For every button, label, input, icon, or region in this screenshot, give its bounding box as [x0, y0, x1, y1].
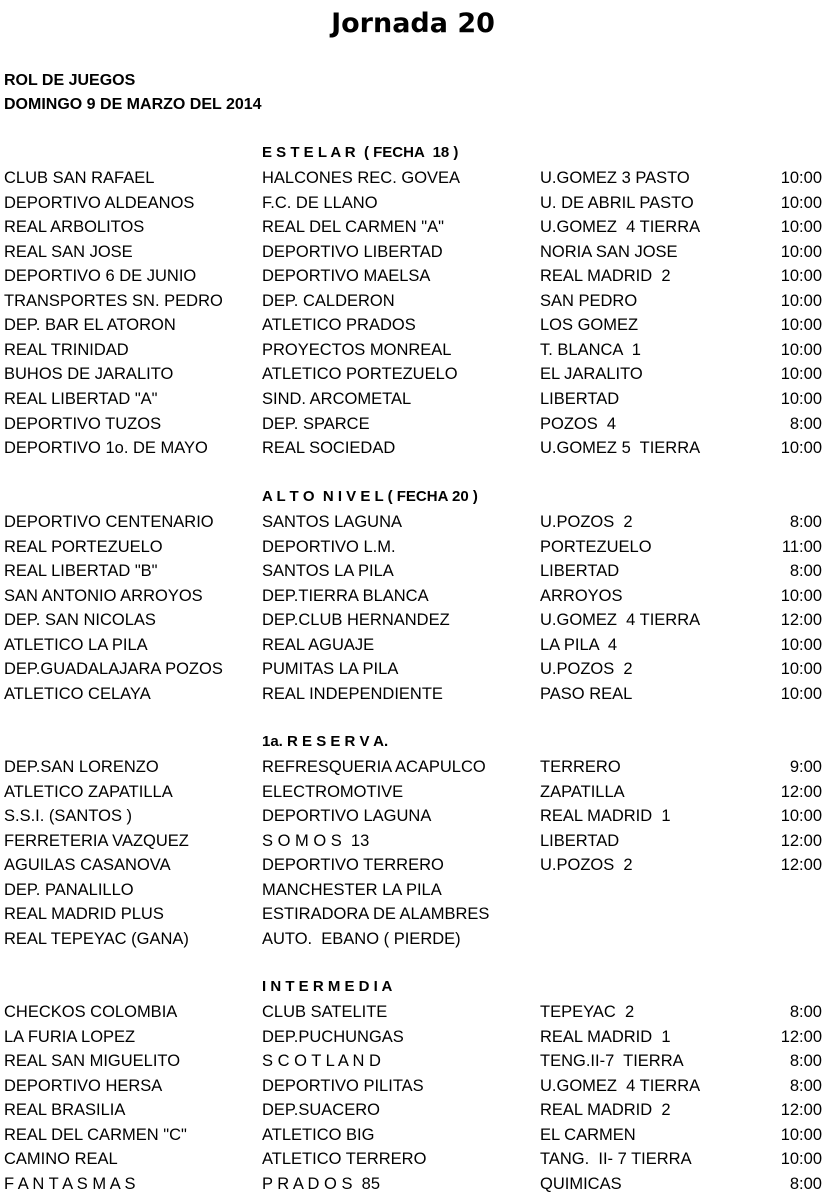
venue: REAL MADRID 2	[540, 1101, 671, 1120]
section-title: I N T E R M E D I A	[262, 978, 393, 995]
home-team: REAL DEL CARMEN "C"	[4, 1125, 187, 1144]
home-team: CHECKOS COLOMBIA	[4, 1003, 178, 1021]
kickoff-time: 8:00	[789, 414, 822, 433]
venue: T. BLANCA 1	[540, 340, 641, 359]
home-team: BUHOS DE JARALITO	[4, 365, 174, 384]
kickoff-time: 10:00	[780, 439, 822, 458]
away-team: ATLETICO PRADOS	[262, 316, 416, 335]
venue: LOS GOMEZ	[540, 316, 639, 335]
kickoff-time: 10:00	[780, 193, 822, 212]
venue: REAL MADRID 2	[540, 267, 671, 286]
home-team: REAL LIBERTAD "A"	[4, 389, 158, 408]
away-team: DEP.CLUB HERNANDEZ	[262, 611, 450, 630]
home-team: DEP. PANALILLO	[4, 880, 134, 899]
kickoff-time: 10:00	[780, 1125, 822, 1144]
kickoff-time: 12:00	[780, 1027, 822, 1046]
match-row	[0, 584, 826, 608]
match-row	[0, 755, 826, 779]
kickoff-time: 10:00	[780, 169, 822, 187]
away-team: REAL AGUAJE	[262, 635, 375, 654]
venue: U.POZOS 2	[540, 660, 633, 679]
kickoff-time: 10:00	[780, 635, 822, 654]
venue: U.GOMEZ 4 TIERRA	[540, 611, 701, 630]
kickoff-time: 12:00	[780, 1101, 822, 1120]
kickoff-time: 12:00	[780, 856, 822, 875]
kickoff-time: 10:00	[780, 660, 822, 679]
home-team: CAMINO REAL	[4, 1150, 118, 1169]
away-team: PUMITAS LA PILA	[262, 660, 399, 679]
venue: POZOS 4	[540, 414, 617, 433]
match-row	[0, 510, 826, 534]
kickoff-time: 8:00	[789, 562, 822, 581]
home-team: LA FURIA LOPEZ	[4, 1027, 136, 1046]
away-team: MANCHESTER LA PILA	[262, 880, 442, 899]
match-row	[0, 289, 826, 313]
home-team: REAL ARBOLITOS	[4, 218, 145, 237]
venue: NORIA SAN JOSE	[540, 242, 678, 261]
kickoff-time: 10:00	[780, 242, 822, 261]
kickoff-time: 12:00	[780, 611, 822, 630]
venue: U. DE ABRIL PASTO	[540, 193, 694, 212]
match-row	[0, 853, 826, 877]
venue: TENG.II-7 TIERRA	[540, 1052, 684, 1071]
kickoff-time: 10:00	[780, 586, 822, 605]
home-team: F A N T A S M A S	[4, 1174, 136, 1193]
away-team: ATLETICO PORTEZUELO	[262, 365, 458, 384]
kickoff-time: 11:00	[781, 537, 822, 556]
kickoff-time: 10:00	[780, 267, 822, 286]
away-team: PROYECTOS MONREAL	[262, 340, 452, 359]
home-team: DEP.SAN LORENZO	[4, 758, 159, 776]
away-team: DEP.PUCHUNGAS	[262, 1027, 404, 1046]
kickoff-time: 10:00	[780, 807, 822, 826]
home-team: DEPORTIVO TUZOS	[4, 414, 162, 433]
match-row	[0, 387, 826, 411]
away-team: DEP.SUACERO	[262, 1101, 380, 1120]
away-team: F.C. DE LLANO	[262, 193, 378, 212]
match-row	[0, 1049, 826, 1073]
venue: ARROYOS	[540, 586, 623, 605]
match-row	[0, 804, 826, 828]
away-team: REAL INDEPENDIENTE	[262, 684, 443, 703]
match-row	[0, 682, 826, 706]
away-team: SANTOS LA PILA	[262, 562, 394, 581]
match-row	[0, 1123, 826, 1147]
kickoff-time: 8:00	[789, 1003, 822, 1021]
away-team: ATLETICO BIG	[262, 1125, 375, 1144]
match-row	[0, 412, 826, 436]
home-team: DEP. BAR EL ATORON	[4, 316, 176, 335]
home-team: ATLETICO CELAYA	[4, 684, 151, 703]
kickoff-time: 12:00	[780, 782, 822, 801]
venue: U.POZOS 2	[540, 513, 633, 531]
kickoff-time: 10:00	[780, 218, 822, 237]
home-team: REAL PORTEZUELO	[4, 537, 163, 556]
venue: SAN PEDRO	[540, 291, 638, 310]
venue: LA PILA 4	[540, 635, 618, 654]
home-team: REAL SAN JOSE	[4, 242, 133, 261]
home-team: REAL MADRID PLUS	[4, 905, 164, 924]
home-team: DEPORTIVO HERSA	[4, 1076, 163, 1095]
kickoff-time: 8:00	[789, 513, 822, 531]
venue: LIBERTAD	[540, 831, 620, 850]
match-row	[0, 535, 826, 559]
match-row	[0, 829, 826, 853]
match-row	[0, 264, 826, 288]
away-team: DEPORTIVO TERRERO	[262, 856, 444, 875]
kickoff-time: 10:00	[780, 340, 822, 359]
venue: PASO REAL	[540, 684, 633, 703]
venue: PORTEZUELO	[540, 537, 652, 556]
home-team: CLUB SAN RAFAEL	[4, 169, 155, 187]
away-team: DEPORTIVO L.M.	[262, 537, 396, 556]
home-team: S.S.I. (SANTOS )	[4, 807, 133, 826]
kickoff-time: 9:00	[789, 758, 822, 776]
schedule-heading: ROL DE JUEGOS	[4, 72, 136, 89]
away-team: ELECTROMOTIVE	[262, 782, 404, 801]
away-team: AUTO. EBANO ( PIERDE)	[262, 929, 461, 948]
match-row	[0, 1074, 826, 1098]
away-team: DEP.TIERRA BLANCA	[262, 586, 429, 605]
match-row	[0, 559, 826, 583]
section-title: A L T O N I V E L ( FECHA 20 )	[262, 488, 478, 505]
match-row	[0, 1098, 826, 1122]
venue: EL JARALITO	[540, 365, 643, 384]
away-team: P R A D O S 85	[262, 1174, 381, 1193]
match-row	[0, 927, 826, 951]
away-team: REAL SOCIEDAD	[262, 439, 396, 458]
match-row	[0, 215, 826, 239]
kickoff-time: 10:00	[780, 1150, 822, 1169]
venue: TERRERO	[540, 758, 621, 776]
match-row	[0, 633, 826, 657]
match-row	[0, 436, 826, 460]
venue: TANG. II- 7 TIERRA	[540, 1150, 692, 1169]
home-team: DEPORTIVO CENTENARIO	[4, 513, 214, 531]
kickoff-time: 10:00	[780, 684, 822, 703]
match-row	[0, 166, 826, 190]
away-team: DEPORTIVO LIBERTAD	[262, 242, 443, 261]
home-team: REAL LIBERTAD "B"	[4, 562, 158, 581]
away-team: REFRESQUERIA ACAPULCO	[262, 758, 486, 776]
match-row	[0, 191, 826, 215]
match-row	[0, 1147, 826, 1171]
kickoff-time: 8:00	[789, 1174, 822, 1193]
venue: ZAPATILLA	[540, 782, 625, 801]
away-team: DEPORTIVO LAGUNA	[262, 807, 432, 826]
venue: EL CARMEN	[540, 1125, 636, 1144]
away-team: ATLETICO TERRERO	[262, 1150, 427, 1169]
home-team: SAN ANTONIO ARROYOS	[4, 586, 203, 605]
venue: U.GOMEZ 3 PASTO	[540, 169, 690, 187]
match-row	[0, 1172, 826, 1196]
home-team: DEPORTIVO 1o. DE MAYO	[4, 439, 208, 458]
match-row	[0, 902, 826, 926]
venue: LIBERTAD	[540, 562, 620, 581]
match-row	[0, 1000, 826, 1024]
home-team: REAL BRASILIA	[4, 1101, 126, 1120]
match-row	[0, 657, 826, 681]
away-team: S O M O S 13	[262, 831, 370, 850]
venue: REAL MADRID 1	[540, 807, 671, 826]
kickoff-time: 8:00	[789, 1076, 822, 1095]
home-team: DEP. SAN NICOLAS	[4, 611, 156, 630]
kickoff-time: 8:00	[789, 1052, 822, 1071]
match-row	[0, 338, 826, 362]
away-team: HALCONES REC. GOVEA	[262, 169, 461, 187]
away-team: SANTOS LAGUNA	[262, 513, 402, 531]
schedule-date: DOMINGO 9 DE MARZO DEL 2014	[4, 96, 262, 113]
match-row	[0, 313, 826, 337]
home-team: ATLETICO ZAPATILLA	[4, 782, 173, 801]
home-team: TRANSPORTES SN. PEDRO	[4, 291, 223, 310]
home-team: ATLETICO LA PILA	[4, 635, 148, 654]
home-team: AGUILAS CASANOVA	[4, 856, 171, 875]
home-team: DEP.GUADALAJARA POZOS	[4, 660, 223, 679]
home-team: REAL SAN MIGUELITO	[4, 1052, 181, 1071]
venue: QUIMICAS	[540, 1174, 622, 1193]
home-team: FERRETERIA VAZQUEZ	[4, 831, 189, 850]
venue: TEPEYAC 2	[540, 1003, 635, 1021]
kickoff-time: 10:00	[780, 389, 822, 408]
away-team: DEP. CALDERON	[262, 291, 395, 310]
away-team: DEP. SPARCE	[262, 414, 370, 433]
kickoff-time: 10:00	[780, 365, 822, 384]
away-team: SIND. ARCOMETAL	[262, 389, 412, 408]
venue: U.GOMEZ 4 TIERRA	[540, 218, 701, 237]
away-team: DEPORTIVO MAELSA	[262, 267, 431, 286]
section-title: E S T E L A R ( FECHA 18 )	[262, 144, 459, 161]
home-team: DEPORTIVO 6 DE JUNIO	[4, 267, 197, 286]
kickoff-time: 10:00	[780, 291, 822, 310]
venue: LIBERTAD	[540, 389, 620, 408]
away-team: CLUB SATELITE	[262, 1003, 388, 1021]
venue: U.GOMEZ 5 TIERRA	[540, 439, 701, 458]
away-team: DEPORTIVO PILITAS	[262, 1076, 424, 1095]
match-row	[0, 362, 826, 386]
venue: U.GOMEZ 4 TIERRA	[540, 1076, 701, 1095]
kickoff-time: 12:00	[780, 831, 822, 850]
match-row	[0, 878, 826, 902]
home-team: REAL TRINIDAD	[4, 340, 129, 359]
match-row	[0, 1025, 826, 1049]
home-team: DEPORTIVO ALDEANOS	[4, 193, 195, 212]
kickoff-time: 10:00	[780, 316, 822, 335]
match-row	[0, 608, 826, 632]
venue: REAL MADRID 1	[540, 1027, 671, 1046]
match-row	[0, 240, 826, 264]
home-team: REAL TEPEYAC (GANA)	[4, 929, 189, 948]
venue: U.POZOS 2	[540, 856, 633, 875]
page-title: Jornada 20	[331, 8, 495, 39]
section-title: 1a. R E S E R V A.	[262, 733, 389, 750]
match-row	[0, 780, 826, 804]
away-team: S C O T L A N D	[262, 1052, 381, 1071]
away-team: REAL DEL CARMEN "A"	[262, 218, 444, 237]
away-team: ESTIRADORA DE ALAMBRES	[262, 905, 490, 924]
